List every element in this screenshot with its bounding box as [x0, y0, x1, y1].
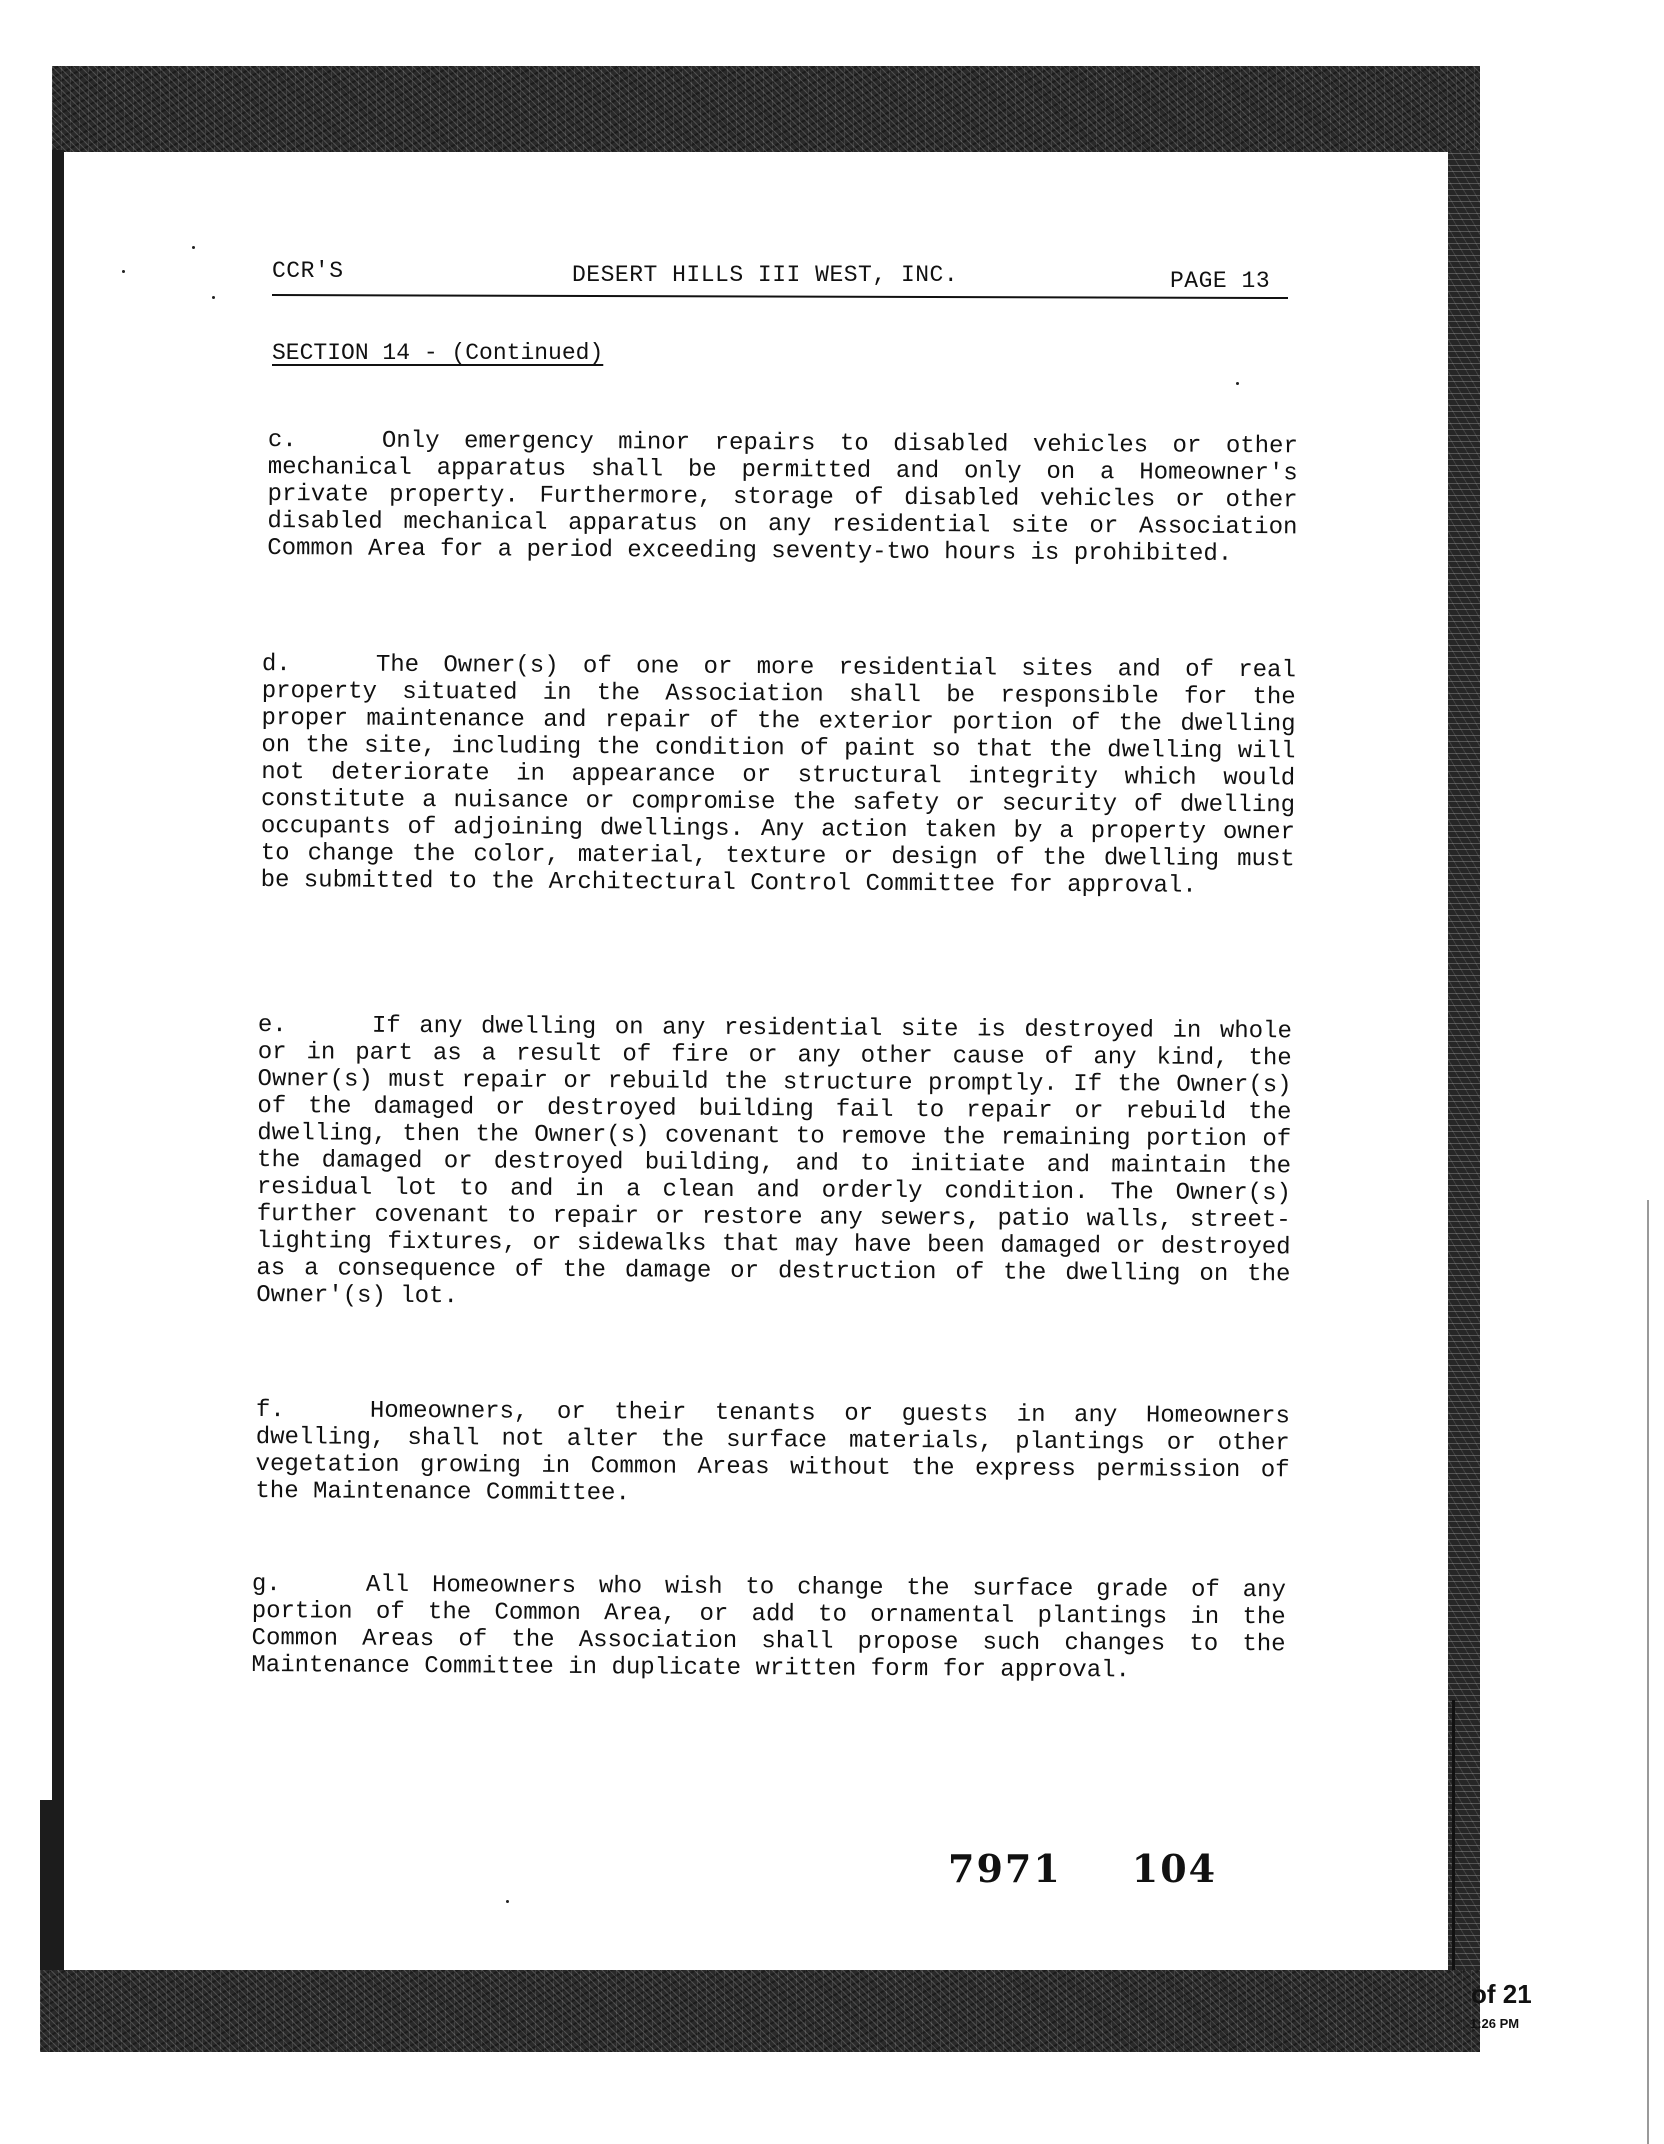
section-heading: SECTION 14 - (Continued) — [272, 340, 604, 366]
paragraph-text: If any dwelling on any residential site is destroyed in whole or in part as a result of fire or any other cause of any kind, the Owner(s) must repair or rebuild the structure promptly. If the Owner(s) of the damaged or destroyed building fail to repair or rebuild the dwelling, then the Owner(s) covenant to remove the remaining portion of the damaged or destroyed building, and to initiate and maintain the residual lot to and in a clean and orderly condition. The Owner(s) further covenant to repair or restore any sewers, patio walls, street-lighting fixtures, or sidewalks that may have been damaged or destroyed as a consequence of the damage or destruction of the dwelling on the Owner'(s) lot. — [256, 1012, 1292, 1311]
paragraph-label: f. — [255, 1397, 285, 1425]
paragraph-text: All Homeowners who wish to change the surface grade of any portion of the Common Area, or add to ornamental plantings in the Common Areas of the Association shall propose such changes to the Maintenance Committee in duplicate written form for approval. — [251, 1571, 1286, 1685]
paragraph-g — [251, 1571, 1286, 1685]
scan-edge-line — [1452, 1700, 1455, 1972]
paragraph-f — [255, 1397, 1290, 1511]
paragraph-label: g. — [251, 1571, 281, 1599]
paragraph-text: Only emergency minor repairs to disabled vehicles or other mechanical apparatus shall be permitted and only on a Homeowner's private property. Furthermore, storage of disabled vehicles or other disabled mechanical apparatus on any residential site or Association Common Area for a period exceeding seventy-two hours is prohibited. — [267, 427, 1298, 568]
paragraph-text: Homeowners, or their tenants or guests in any Homeowners dwelling, shall not alter the surface materials, plantings or other vegetation growing in Common Areas without the express permission of the Maintenance Committee. — [255, 1397, 1290, 1508]
paragraph-label: d. — [261, 651, 291, 679]
scan-border-bottom — [40, 1970, 1480, 2052]
scan-speck — [122, 270, 125, 273]
scan-border-right — [1448, 150, 1480, 1972]
paragraph-text: The Owner(s) of one or more residential sites and of real property situated in the Association shall be responsible for the proper maintenance and repair of the exterior portion of the dwelling on the site, including the condition of paint so that the dwelling will not deteriorate in appearance or structural integrity which would constitute a nuisance or compromise the safety or security of dwelling occupants of adjoining dwellings. Any action taken by a property owner to change the color, material, texture or design of the dwelling must be submitted to the Architectural Control Committee for approval. — [260, 651, 1296, 900]
scan-border-left — [52, 150, 64, 1972]
scan-speck — [1236, 382, 1239, 385]
scan-border-top — [52, 66, 1480, 152]
recording-book-number: 7971 — [948, 1846, 1062, 1891]
paragraph-label: c. — [267, 427, 297, 455]
paragraph-e — [256, 1012, 1292, 1315]
header-page-label: PAGE 13 — [1170, 268, 1271, 294]
scan-speck — [506, 1900, 509, 1903]
paragraph-d — [261, 651, 1296, 900]
recording-page-number: 104 — [1131, 1846, 1218, 1891]
header-doc-code: CCR'S — [272, 258, 344, 284]
viewer-divider — [1647, 1200, 1649, 2144]
viewer-timestamp: 1:26 PM — [1470, 2016, 1520, 2031]
header-association-name: DESERT HILLS III WEST, INC. — [572, 262, 959, 288]
recording-number — [948, 1846, 1217, 1891]
paragraph-label: e. — [257, 1012, 287, 1040]
viewer-page-count: of 21 — [1471, 1979, 1532, 2009]
scan-speck — [212, 296, 215, 299]
paragraph-c — [267, 427, 1298, 568]
scan-border-left-lower — [40, 1800, 54, 1972]
scan-speck — [192, 246, 195, 249]
